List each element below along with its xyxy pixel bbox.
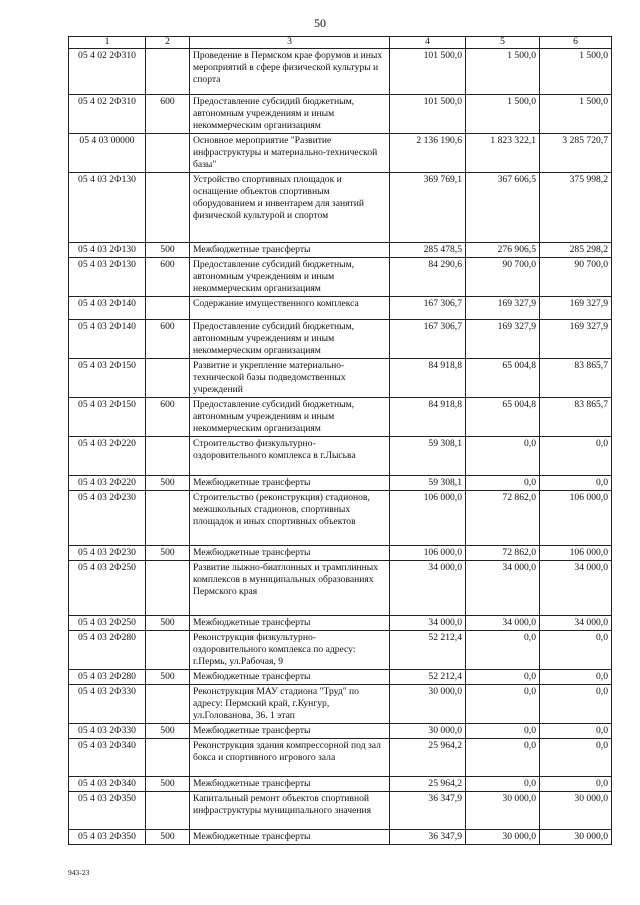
footer-code: 943-23 <box>68 868 90 877</box>
table-row <box>69 739 612 777</box>
row-value-2: 0,0 <box>466 476 540 491</box>
row-value-2: 169 327,9 <box>466 320 540 359</box>
row-value-1: 30 000,0 <box>390 685 466 724</box>
row-name: Устройство спортивных площадок и оснащение объектов спортивным оборудованием и инвентарем для занятий физической культурой и спортом <box>190 173 390 243</box>
table-row <box>69 616 612 631</box>
table-row <box>69 258 612 297</box>
table-row <box>69 670 612 685</box>
row-value-2: 34 000,0 <box>466 561 540 616</box>
table-row <box>69 243 612 258</box>
row-name: Предоставление субсидий бюджетным, автономным учреждениям и иным некоммерческим организациям <box>190 320 390 359</box>
table-row <box>69 49 612 95</box>
row-type: 600 <box>146 320 190 359</box>
row-name: Проведение в Пермском крае форумов и иных мероприятий в сфере физической культуры и спорта <box>190 49 390 95</box>
row-value-3: 0,0 <box>540 437 612 476</box>
row-code: 05 4 03 2Ф350 <box>69 830 146 845</box>
table-row <box>69 792 612 830</box>
row-value-3: 90 700,0 <box>540 258 612 297</box>
row-name: Межбюджетные трансферты <box>190 670 390 685</box>
row-name: Межбюджетные трансферты <box>190 830 390 845</box>
row-value-3: 34 000,0 <box>540 561 612 616</box>
row-type <box>146 134 190 173</box>
row-name: Межбюджетные трансферты <box>190 243 390 258</box>
row-value-2: 30 000,0 <box>466 830 540 845</box>
row-code: 05 4 03 2Ф140 <box>69 297 146 320</box>
row-value-2: 65 004,8 <box>466 398 540 437</box>
row-type <box>146 792 190 830</box>
row-type: 600 <box>146 398 190 437</box>
row-value-1: 84 290,6 <box>390 258 466 297</box>
row-code: 05 4 03 2Ф250 <box>69 616 146 631</box>
column-header-type: 2 <box>146 37 190 49</box>
row-value-2: 0,0 <box>466 724 540 739</box>
row-value-1: 167 306,7 <box>390 320 466 359</box>
row-code: 05 4 03 2Ф130 <box>69 173 146 243</box>
budget-table <box>68 36 612 845</box>
table-row <box>69 95 612 134</box>
row-value-3: 169 327,9 <box>540 320 612 359</box>
page-number: 50 <box>314 16 326 30</box>
column-header-value-3: 6 <box>540 37 612 49</box>
table-row <box>69 297 612 320</box>
column-header-code: 1 <box>69 37 146 49</box>
row-type <box>146 359 190 398</box>
row-name: Основное мероприятие "Развитие инфраструктуры и материально-технической базы" <box>190 134 390 173</box>
row-value-1: 167 306,7 <box>390 297 466 320</box>
row-code: 05 4 02 2Ф310 <box>69 49 146 95</box>
row-value-3: 0,0 <box>540 685 612 724</box>
table-row <box>69 134 612 173</box>
table-row <box>69 724 612 739</box>
row-value-3: 0,0 <box>540 670 612 685</box>
table-row <box>69 546 612 561</box>
row-value-1: 34 000,0 <box>390 616 466 631</box>
table-row <box>69 685 612 724</box>
row-name: Межбюджетные трансферты <box>190 724 390 739</box>
row-value-2: 34 000,0 <box>466 616 540 631</box>
row-code: 05 4 02 2Ф310 <box>69 95 146 134</box>
row-name: Межбюджетные трансферты <box>190 616 390 631</box>
row-name: Предоставление субсидий бюджетным, автономным учреждениям и иным некоммерческим организациям <box>190 95 390 134</box>
row-value-1: 59 308,1 <box>390 437 466 476</box>
row-value-2: 0,0 <box>466 437 540 476</box>
row-code: 05 4 03 2Ф230 <box>69 491 146 546</box>
row-value-1: 106 000,0 <box>390 546 466 561</box>
row-type: 600 <box>146 258 190 297</box>
table-row <box>69 437 612 476</box>
row-value-2: 367 606,5 <box>466 173 540 243</box>
row-value-2: 0,0 <box>466 739 540 777</box>
row-value-2: 0,0 <box>466 777 540 792</box>
row-value-3: 106 000,0 <box>540 546 612 561</box>
row-value-2: 0,0 <box>466 685 540 724</box>
row-code: 05 4 03 2Ф220 <box>69 437 146 476</box>
row-value-1: 84 918,8 <box>390 359 466 398</box>
column-header-value-1: 4 <box>390 37 466 49</box>
row-type: 500 <box>146 546 190 561</box>
row-name: Межбюджетные трансферты <box>190 476 390 491</box>
table-row <box>69 398 612 437</box>
row-value-3: 0,0 <box>540 631 612 670</box>
row-type: 500 <box>146 724 190 739</box>
row-value-2: 169 327,9 <box>466 297 540 320</box>
table-row <box>69 830 612 845</box>
row-type <box>146 561 190 616</box>
row-value-1: 36 347,9 <box>390 792 466 830</box>
row-type <box>146 739 190 777</box>
row-value-2: 1 823 322,1 <box>466 134 540 173</box>
table-row <box>69 173 612 243</box>
row-type: 500 <box>146 476 190 491</box>
row-value-1: 25 964,2 <box>390 777 466 792</box>
row-name: Реконструкция здания компрессорной под зал бокса и спортивного игрового зала <box>190 739 390 777</box>
row-code: 05 4 03 2Ф280 <box>69 670 146 685</box>
row-value-2: 1 500,0 <box>466 49 540 95</box>
row-code: 05 4 03 2Ф150 <box>69 359 146 398</box>
row-value-3: 83 865,7 <box>540 359 612 398</box>
row-code: 05 4 03 2Ф280 <box>69 631 146 670</box>
row-value-2: 72 862,0 <box>466 546 540 561</box>
row-name: Развитие лыжно-биатлонных и трамплинных комплексов в муниципальных образованиях Пермского края <box>190 561 390 616</box>
row-type: 500 <box>146 830 190 845</box>
row-value-3: 83 865,7 <box>540 398 612 437</box>
row-code: 05 4 03 2Ф340 <box>69 777 146 792</box>
row-value-2: 276 906,5 <box>466 243 540 258</box>
row-value-3: 34 000,0 <box>540 616 612 631</box>
table-row <box>69 631 612 670</box>
row-value-3: 0,0 <box>540 476 612 491</box>
row-name: Предоставление субсидий бюджетным, автономным учреждениям и иным некоммерческим организациям <box>190 398 390 437</box>
column-header-value-2: 5 <box>466 37 540 49</box>
row-code: 05 4 03 2Ф230 <box>69 546 146 561</box>
row-value-1: 52 212,4 <box>390 631 466 670</box>
row-value-2: 0,0 <box>466 631 540 670</box>
row-value-2: 0,0 <box>466 670 540 685</box>
row-name: Реконструкция МАУ стадиона "Труд" по адресу: Пермский край, г.Кунгур, ул.Голованова, 36. 1 этап <box>190 685 390 724</box>
row-value-3: 3 285 720,7 <box>540 134 612 173</box>
row-code: 05 4 03 2Ф130 <box>69 258 146 297</box>
row-type <box>146 437 190 476</box>
row-value-1: 34 000,0 <box>390 561 466 616</box>
row-type: 500 <box>146 616 190 631</box>
row-code: 05 4 03 00000 <box>69 134 146 173</box>
row-type <box>146 49 190 95</box>
table-row <box>69 359 612 398</box>
row-value-3: 106 000,0 <box>540 491 612 546</box>
row-name: Реконструкция физкультурно-оздоровительного комплекса по адресу: г.Пермь, ул.Рабочая, 9 <box>190 631 390 670</box>
row-type: 600 <box>146 95 190 134</box>
row-type <box>146 297 190 320</box>
row-value-1: 101 500,0 <box>390 49 466 95</box>
row-value-2: 90 700,0 <box>466 258 540 297</box>
row-code: 05 4 03 2Ф330 <box>69 724 146 739</box>
row-value-2: 30 000,0 <box>466 792 540 830</box>
row-type: 500 <box>146 777 190 792</box>
row-name: Строительство (реконструкция) стадионов, межшкольных стадионов, спортивных площадок и иных спортивных объектов <box>190 491 390 546</box>
row-value-2: 1 500,0 <box>466 95 540 134</box>
row-code: 05 4 03 2Ф330 <box>69 685 146 724</box>
table-row <box>69 320 612 359</box>
row-value-1: 106 000,0 <box>390 491 466 546</box>
row-name: Межбюджетные трансферты <box>190 546 390 561</box>
row-value-3: 30 000,0 <box>540 792 612 830</box>
row-value-1: 25 964,2 <box>390 739 466 777</box>
row-value-1: 101 500,0 <box>390 95 466 134</box>
row-value-1: 285 478,5 <box>390 243 466 258</box>
row-value-1: 30 000,0 <box>390 724 466 739</box>
row-code: 05 4 03 2Ф350 <box>69 792 146 830</box>
header-row <box>69 37 612 49</box>
row-type <box>146 173 190 243</box>
row-type <box>146 685 190 724</box>
row-code: 05 4 03 2Ф220 <box>69 476 146 491</box>
row-name: Содержание имущественного комплекса <box>190 297 390 320</box>
row-name: Развитие и укрепление материально-технической базы подведомственных учреждений <box>190 359 390 398</box>
row-type: 500 <box>146 243 190 258</box>
row-name: Капитальный ремонт объектов спортивной инфраструктуры муниципального значения <box>190 792 390 830</box>
row-name: Предоставление субсидий бюджетным, автономным учреждениям и иным некоммерческим организациям <box>190 258 390 297</box>
table-row <box>69 491 612 546</box>
row-value-1: 59 308,1 <box>390 476 466 491</box>
row-name: Межбюджетные трансферты <box>190 777 390 792</box>
row-code: 05 4 03 2Ф340 <box>69 739 146 777</box>
table-row <box>69 777 612 792</box>
row-value-1: 84 918,8 <box>390 398 466 437</box>
row-value-1: 52 212,4 <box>390 670 466 685</box>
row-value-3: 169 327,9 <box>540 297 612 320</box>
row-value-3: 0,0 <box>540 777 612 792</box>
row-value-3: 285 298,2 <box>540 243 612 258</box>
row-code: 05 4 03 2Ф250 <box>69 561 146 616</box>
row-type <box>146 491 190 546</box>
row-code: 05 4 03 2Ф150 <box>69 398 146 437</box>
row-name: Строительство физкультурно-оздоровительного комплекса в г.Лысьва <box>190 437 390 476</box>
table-row <box>69 476 612 491</box>
row-value-2: 72 862,0 <box>466 491 540 546</box>
row-code: 05 4 03 2Ф130 <box>69 243 146 258</box>
row-value-3: 375 998,2 <box>540 173 612 243</box>
row-value-3: 1 500,0 <box>540 95 612 134</box>
row-value-1: 36 347,9 <box>390 830 466 845</box>
row-value-2: 65 004,8 <box>466 359 540 398</box>
column-header-name: 3 <box>190 37 390 49</box>
row-code: 05 4 03 2Ф140 <box>69 320 146 359</box>
row-value-3: 0,0 <box>540 739 612 777</box>
row-value-1: 2 136 190,6 <box>390 134 466 173</box>
row-value-1: 369 769,1 <box>390 173 466 243</box>
table-body <box>69 49 612 845</box>
row-value-3: 30 000,0 <box>540 830 612 845</box>
row-value-3: 1 500,0 <box>540 49 612 95</box>
row-type <box>146 631 190 670</box>
row-value-3: 0,0 <box>540 724 612 739</box>
table-row <box>69 561 612 616</box>
row-type: 500 <box>146 670 190 685</box>
